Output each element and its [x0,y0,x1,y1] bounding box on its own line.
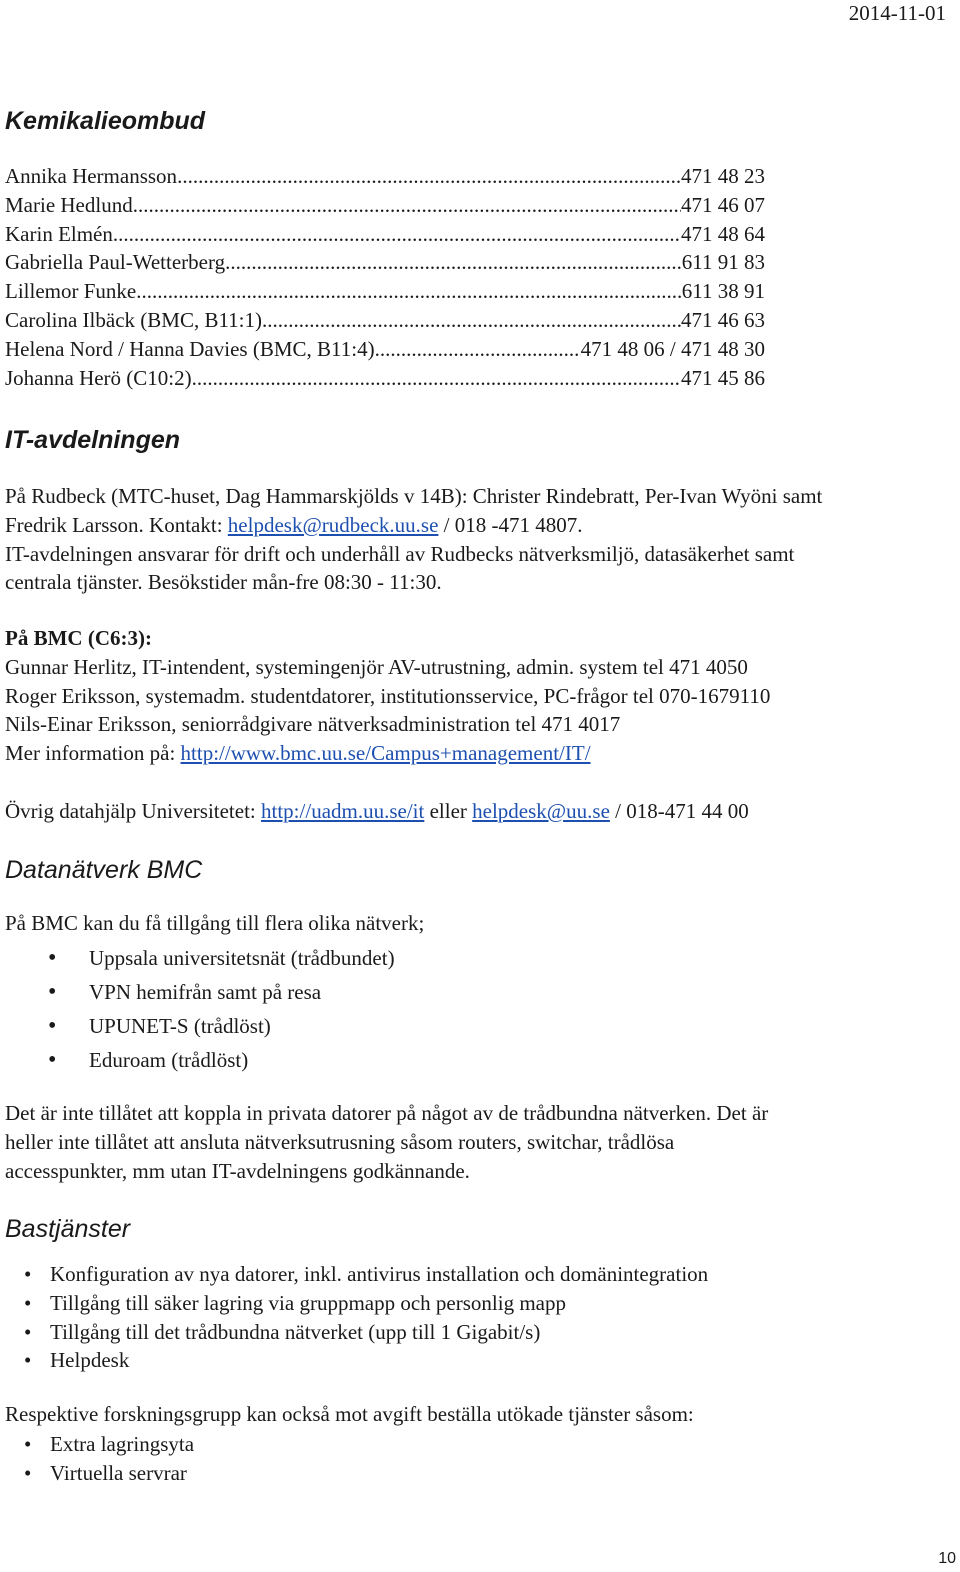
bullet-icon: • [24,1460,32,1485]
contact-name: Carolina Ilbäck (BMC, B11:1) [5,307,263,332]
section-title-network: Datanätverk BMC [5,856,203,884]
text-line: IT-avdelningen ansvarar för drift och underhåll av Rudbecks nätverksmiljö, datasäkerhet samt [5,541,795,566]
text-line: heller inte tillåtet att ansluta nätverksutrusning såsom routers, switchar, trådlösa [5,1129,675,1154]
other-help-paragraph [5,797,960,826]
text-fragment: Mer information på: [5,741,181,766]
list-item-text: Virtuella servrar [50,1460,187,1485]
bullet-icon: • [48,945,57,971]
bullet-icon: • [24,1262,32,1286]
uadm-it-link[interactable]: http://uadm.uu.se/it [261,799,425,823]
list-item [24,1430,194,1459]
dot-leader [113,220,681,249]
list-item-text: Uppsala universitetsnät (trådbundet) [89,946,395,970]
contact-phone: 471 46 07 [681,192,765,217]
bullet-icon: • [48,979,57,1005]
text-line: centrala tjänster. Besökstider mån-fre 08:30 - 11:30. [5,570,442,595]
list-item-text: Helpdesk [50,1348,130,1373]
list-item [24,1318,708,1347]
network-rules-paragraph [5,1099,960,1185]
bullet-icon: • [24,1290,32,1315]
contact-list [5,162,765,392]
page-number: 10 [938,1550,956,1567]
staff-line: Gunnar Herlitz, IT-intendent, systemingenjör AV-utrustning, admin. system tel 471 4050 [5,654,748,679]
contact-row [5,335,765,364]
bullet-icon: • [24,1432,32,1456]
contact-phone: 611 91 83 [681,250,765,275]
text-fragment: / 018 -471 4807. [438,512,583,537]
contact-name: Karin Elmén [5,221,113,246]
text-fragment: Övrig datahjälp Universitetet: [5,799,262,823]
it-bmc-paragraph [5,624,960,768]
contact-phone: 611 38 91 [681,279,765,304]
contact-name: Lillemor Funke [5,279,137,304]
dot-leader [225,248,682,277]
bullet-icon: • [48,1013,57,1039]
list-item-text: Tillgång till det trådbundna nätverket (upp till 1 Gigabit/s) [50,1319,541,1344]
contact-name: Helena Nord / Hanna Davies (BMC, B11:4) [5,336,375,361]
text-line: accesspunkter, mm utan IT-avdelningens godkännande. [5,1158,470,1183]
section-title-kemikalieombud: Kemikalieombud [5,107,206,135]
list-item-text: Tillgång till säker lagring via gruppmapp och personlig mapp [50,1290,566,1315]
bmc-heading: På BMC (C6:3): [5,626,152,650]
dot-leader [136,277,682,306]
contact-row [5,220,765,249]
bullet-icon: • [24,1319,32,1344]
contact-phone: 471 48 64 [681,221,765,246]
list-item [24,1260,708,1289]
text-fragment: / 018-471 44 00 [609,799,749,823]
contact-row [5,248,765,277]
contact-phone: 471 48 23 [681,164,765,188]
list-item [24,1289,708,1318]
contact-name: Johanna Herö (C10:2) [5,365,192,390]
dot-leader [375,335,581,364]
contact-name: Gabriella Paul-Wetterberg [5,250,226,275]
text-fragment: Fredrik Larsson. Kontakt: [5,512,228,537]
header-date: 2014-11-01 [848,1,946,25]
contact-row [5,364,765,393]
contact-row [5,277,765,306]
contact-phone: 471 48 06 / 471 48 30 [580,336,765,361]
contact-phone: 471 45 86 [681,365,765,390]
text-line [5,739,960,768]
list-item [24,1346,708,1375]
list-item-text: Extra lagringsyta [50,1432,195,1456]
list-item [48,1044,395,1078]
services-list [24,1260,708,1375]
contact-name: Marie Hedlund [5,192,133,217]
rudbeck-email-link[interactable]: helpdesk@rudbeck.uu.se [227,512,439,537]
bmc-it-link[interactable]: http://www.bmc.uu.se/Campus+management/IT/ [180,741,591,766]
list-item [48,976,395,1010]
contact-row [5,306,765,335]
section-title-it: IT-avdelningen [5,426,181,454]
dot-leader [192,364,681,393]
dot-leader [133,191,681,220]
list-item [48,942,395,976]
network-list [48,942,395,1078]
list-item-text: VPN hemifrån samt på resa [89,980,322,1004]
contact-row [5,162,765,191]
dot-leader [262,306,681,335]
list-item-text: Konfiguration av nya datorer, inkl. antivirus installation och domänintegration [50,1262,709,1286]
extra-services-list [24,1430,194,1488]
text-line: Det är inte tillåtet att koppla in privata datorer på något av de trådbundna nätverken. Det är [5,1101,769,1125]
it-rudbeck-paragraph [5,482,960,597]
text-line [5,797,960,826]
dot-leader [177,162,681,191]
staff-line: Roger Eriksson, systemadm. studentdatorer, institutionsservice, PC-frågor tel 070-1679110 [5,683,771,708]
contact-name: Annika Hermansson [5,164,178,188]
text-fragment: eller [424,799,473,823]
helpdesk-email-link[interactable]: helpdesk@uu.se [472,799,610,823]
contact-phone: 471 46 63 [681,307,765,332]
list-item [24,1459,194,1488]
contact-row [5,191,765,220]
extra-services-intro: Respektive forskningsgrupp kan också mot avgift beställa utökade tjänster såsom: [5,1402,694,1426]
bullet-icon: • [24,1348,32,1373]
network-intro: På BMC kan du få tillgång till flera olika nätverk; [5,911,425,935]
list-item-text: Eduroam (trådlöst) [89,1048,249,1072]
text-line [5,511,960,540]
staff-line: Nils-Einar Eriksson, seniorrådgivare nätverksadministration tel 471 4017 [5,712,621,737]
bullet-icon: • [48,1047,57,1073]
list-item [48,1010,395,1044]
list-item-text: UPUNET-S (trådlöst) [89,1014,271,1038]
section-title-services: Bastjänster [5,1215,131,1243]
text-line: På Rudbeck (MTC-huset, Dag Hammarskjölds v 14B): Christer Rindebratt, Per-Ivan Wyöni samt [5,484,823,508]
